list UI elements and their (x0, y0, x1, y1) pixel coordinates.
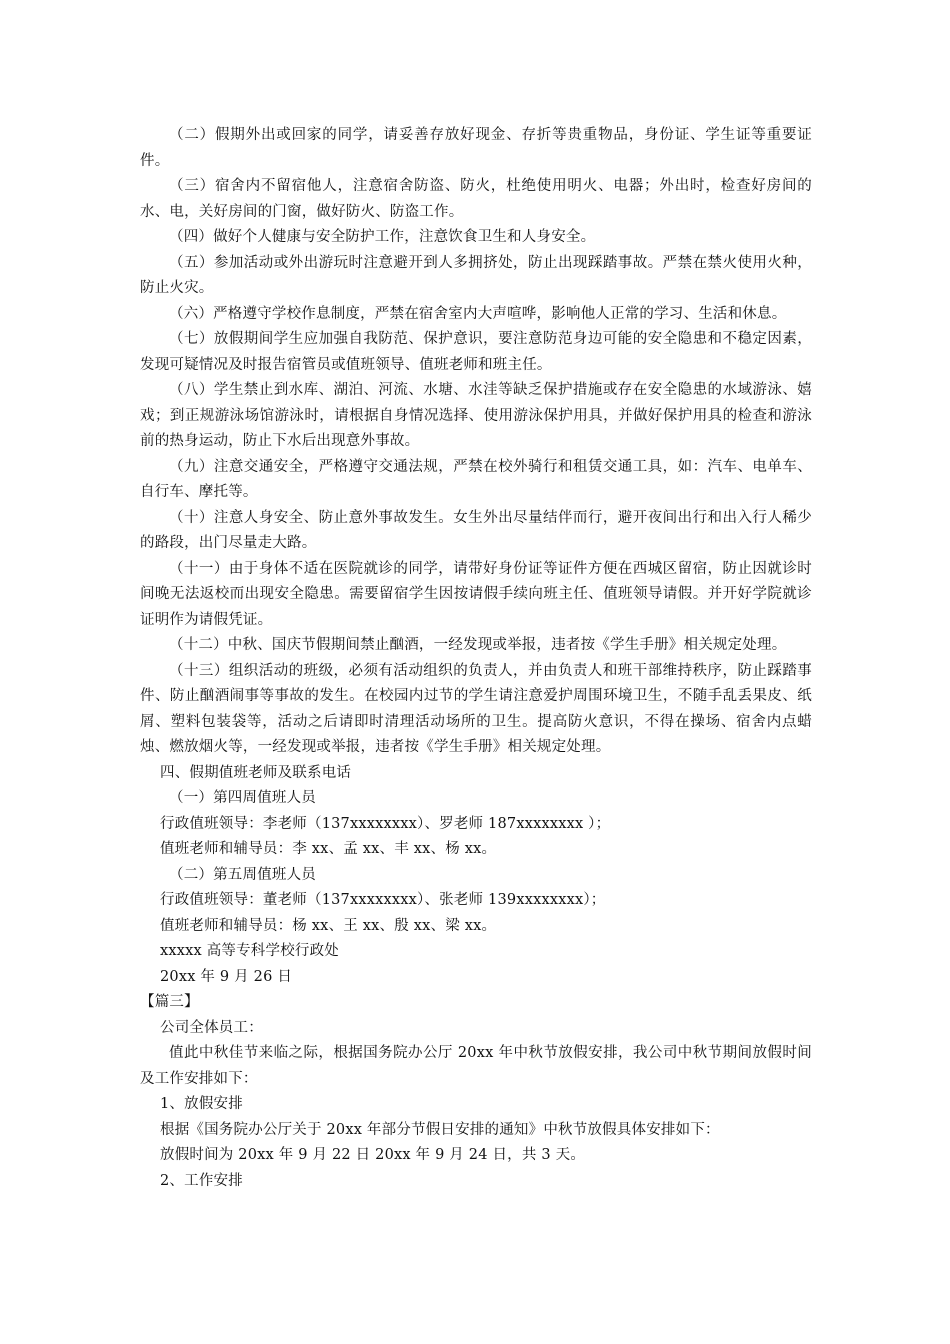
holiday-period: 放假时间为 20xx 年 9 月 22 日 20xx 年 9 月 24 日，共 3 天。 (160, 1147, 586, 1163)
duty-week4-teachers: 值班老师和辅导员：李 xx、孟 xx、丰 xx、杨 xx。 (160, 841, 497, 857)
paragraph-item-11: （十一）由于身体不适在医院就诊的同学，请带好身份证等证件方便在西城区留宿，防止因就诊时间晚无法返校而出现安全隐患。需要留宿学生因按请假手续向班主任、值班领导请假。并开好学院就诊证明作为请假凭证。 (140, 560, 812, 628)
issuer-signature: xxxxx 高等专科学校行政处 (160, 943, 339, 959)
paragraph-item-7: （七）放假期间学生应加强自我防范、保护意识，要注意防范身边可能的安全隐患和不稳定因素，发现可疑情况及时报告宿管员或值班领导、值班老师和班主任。 (140, 331, 812, 373)
duty-week4-leaders: 行政值班领导：李老师（137xxxxxxxx）、罗老师 187xxxxxxxx ）； (160, 815, 611, 832)
holiday-notice-reference: 根据《国务院办公厅关于 20xx 年部分节假日安排的通知》中秋节放假具体安排如下： (160, 1121, 720, 1138)
paragraph-item-5: （五）参加活动或外出游玩时注意避开到人多拥挤处，防止出现踩踏事故。严禁在禁火使用火种，防止火灾。 (140, 254, 812, 296)
document-body (140, 123, 812, 1194)
duty-week5-heading: （二）第五周值班人员 (169, 866, 316, 883)
salutation: 公司全体员工： (160, 1019, 263, 1036)
intro-paragraph: 值此中秋佳节来临之际，根据国务院办公厅 20xx 年中秋节放假安排，我公司中秋节期间放假时间及工作安排如下： (140, 1045, 812, 1087)
paragraph-item-3: （三）宿舍内不留宿他人，注意宿舍防盗、防火，杜绝使用明火、电器；外出时，检查好房间的水、电，关好房间的门窗，做好防火、防盗工作。 (140, 178, 812, 220)
paragraph-item-12: （十二）中秋、国庆节假期间禁止酗酒，一经发现或举报，违者按《学生手册》相关规定处理。 (169, 637, 787, 653)
section-heading-holiday: 1、放假安排 (160, 1096, 243, 1112)
paragraph-item-10: （十）注意人身安全、防止意外事故发生。女生外出尽量结伴而行，避开夜间出行和出入行人稀少的路段，出门尽量走大路。 (140, 509, 812, 551)
issue-date: 20xx 年 9 月 26 日 (160, 968, 293, 985)
paragraph-item-8: （八）学生禁止到水库、湖泊、河流、水塘、水洼等缺乏保护措施或存在安全隐患的水域游泳、嬉戏；到正规游泳场馆游泳时，请根据自身情况选择、使用游泳保护用具，并做好保护用具的检查和游泳前的热身运动，防止下水后出现意外事故。 (140, 382, 812, 449)
paragraph-item-6: （六）严格遵守学校作息制度，严禁在宿舍室内大声喧哗，影响他人正常的学习、生活和休息。 (169, 305, 787, 322)
paragraph-item-13: （十三）组织活动的班级，必须有活动组织的负责人，并由负责人和班干部维持秩序，防止踩踏事件、防止酗酒闹事等事故的发生。在校园内过节的学生请注意爱护周围环境卫生，不随手乱丢果皮、纸屑、塑料包装袋等，活动之后请即时清理活动场所的卫生。提高防火意识，不得在操场、宿舍内点蜡烛、燃放烟火等，一经发现或举报，违者按《学生手册》相关规定处理。 (140, 662, 812, 755)
chapter-heading: 【篇三】 (140, 994, 199, 1010)
duty-week5-teachers: 值班老师和辅导员：杨 xx、王 xx、殷 xx、梁 xx。 (160, 917, 497, 934)
paragraph-item-2: （二）假期外出或回家的同学，请妥善存放好现金、存折等贵重物品，身份证、学生证等重要证件。 (140, 127, 812, 169)
section-heading-duty: 四、假期值班老师及联系电话 (160, 764, 352, 781)
paragraph-item-9: （九）注意交通安全，严格遵守交通法规，严禁在校外骑行和租赁交通工具，如：汽车、电单车、自行车、摩托等。 (140, 458, 812, 500)
section-heading-work: 2、工作安排 (160, 1172, 243, 1189)
duty-week5-leaders: 行政值班领导：董老师（137xxxxxxxx）、张老师 139xxxxxxxx）； (160, 892, 606, 908)
paragraph-item-4: （四）做好个人健康与安全防护工作，注意饮食卫生和人身安全。 (169, 229, 596, 245)
duty-week4-heading: （一）第四周值班人员 (169, 790, 316, 806)
